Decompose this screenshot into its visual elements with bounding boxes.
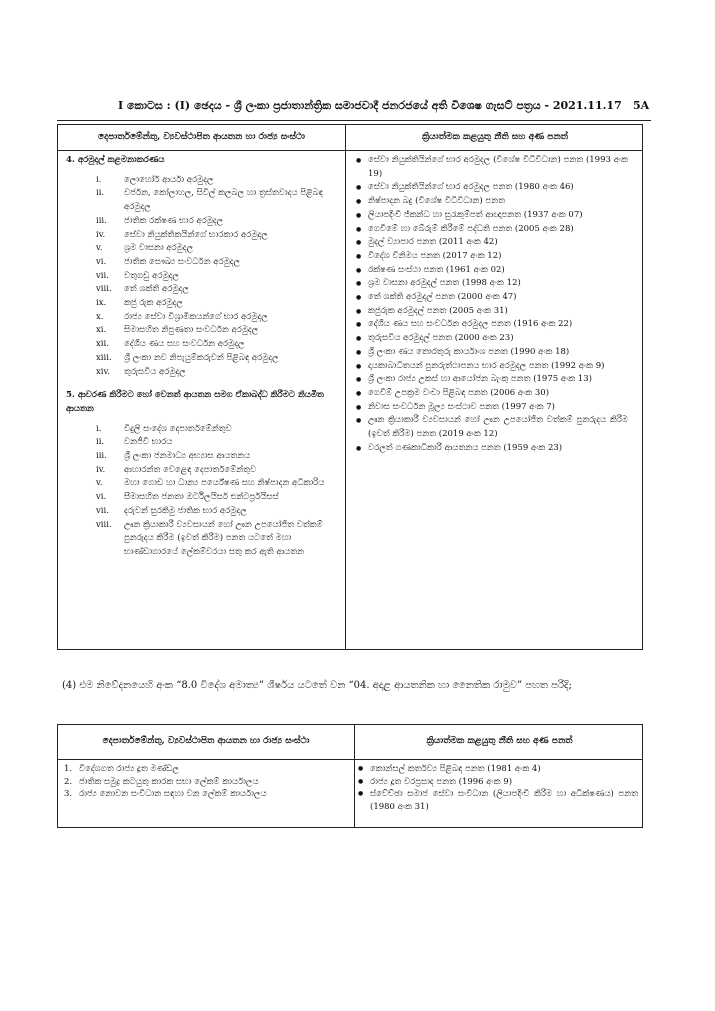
list-item [96, 229, 336, 243]
list-item [96, 423, 336, 437]
bullet-icon: ● [356, 266, 362, 274]
bullet-icon: ● [356, 280, 362, 288]
bullet-icon: ● [356, 321, 362, 329]
item-number: viii. [96, 519, 112, 530]
list-item [96, 324, 336, 338]
item-number: viii. [96, 284, 112, 295]
list-item [96, 338, 336, 352]
bullet-icon: ● [356, 362, 362, 370]
bullet-icon: ● [356, 335, 362, 343]
item-text: මහා ගොඩ හා ධාන්‍ය පර්යේෂණ සහ නිෂ්පාදන අධිකාරිය [124, 478, 325, 489]
law-text: කොන්සල් කර්තව්‍ය පිළිබඳ පනත (1981 අංක 4) [370, 764, 541, 774]
law-item [356, 181, 628, 195]
law-item [356, 346, 628, 360]
list-item [64, 763, 346, 776]
list-item [96, 352, 336, 366]
list-item [96, 270, 336, 284]
header-divider [58, 150, 642, 151]
column-divider [345, 125, 346, 649]
institutions-table-2 [57, 724, 643, 828]
item-text: ලොහෝර් ආර්යා අරමුදල [124, 174, 214, 185]
bullet-icon: ● [356, 417, 362, 425]
item-text: විදේශගත රාජ්‍ය දූත මණ්ඩල [79, 764, 179, 774]
law-item [356, 277, 628, 291]
law-text: ශ්‍රම වාසනා අරමුදල් පනත (1998 අංක 12) [368, 278, 521, 289]
item-number: iii. [96, 451, 107, 462]
item-number: 3. [64, 789, 73, 799]
list-item [96, 491, 336, 505]
law-text: තුරුසවිය අරමුදල් පනත (2000 අංක 23) [368, 333, 514, 344]
bullet-icon: ● [356, 348, 362, 356]
item-text: ශ්‍රී ලංකා ජනමාධ්‍ය අභ්‍යාස ආයතනය [124, 451, 251, 462]
law-item [356, 209, 628, 223]
list-item [96, 174, 336, 188]
item-number: xiii. [96, 352, 112, 363]
law-text: ශ්‍රී ලංකා රාජ්‍ය උකස් හා ආයෝජන බැංකු පනත (1975 අංක 13) [368, 374, 592, 385]
law-item [356, 442, 628, 456]
list-item [96, 505, 336, 519]
law-text: තේ ශක්ති අරමුදල් පනත (2000 අංක 47) [368, 292, 517, 303]
laws-column [356, 154, 628, 455]
item-text: ආහාරන්ත වෙළෙඳ දෙපාර්තමේන්තුව [124, 464, 257, 475]
header-divider [58, 759, 642, 760]
law-text: රාජ්‍ය දූත වරප්‍රසාද පනත (1996 අංක 9) [370, 776, 513, 787]
section-5-list [66, 423, 336, 560]
law-item [356, 360, 628, 374]
law-text: නිෂ්පාදන බදු (විශේෂ විධිවිධාන) පනත [368, 196, 505, 207]
item-number: vii. [96, 270, 109, 281]
law-item [356, 195, 628, 209]
bullet-icon: ● [356, 252, 362, 260]
law-item [358, 776, 638, 789]
item-text: ශ්‍රී ලංකා නව නිපැයුම්කරුවන් පිළිබඳ අරමුදල [124, 352, 279, 363]
law-text: ලියාපදිංචි ජ්කන්ධ හා සුරැකුම්පත් ආඥාපනත (1937 අංක 07) [368, 209, 583, 220]
section-5-title: 5. ආවරණ කිරීමට හෝ වෙනත් ආයතන සමග ඒකාබද්ධ කිරීමට නියමිත ආයතන [66, 390, 324, 414]
section-4-title: 4. අරමුදල් කළමනාකරණය [66, 155, 165, 165]
item-number: v. [96, 478, 103, 489]
bullet-icon: ● [356, 184, 362, 192]
law-text: විදේශ විනිමය පනත (2017 අංක 12) [368, 250, 502, 261]
item-number: iv. [96, 229, 106, 240]
law-item [356, 250, 628, 264]
item-number: iv. [96, 464, 106, 475]
bullet-icon: ● [358, 777, 364, 785]
gazette-header-title: I කොටස : (I) ඡෙදය - ශ්‍රී ලංකා ප්‍රජාතාන්ත්‍රික සමාජවාදී ජනරජයේ අති විශෙෂ ගැසට් පත්‍රය - 2021.11.17 [118, 99, 622, 112]
item-number: xi. [96, 325, 107, 336]
item-number: iii. [96, 215, 107, 226]
list-item [96, 477, 336, 491]
item-text: ජාතික සමුද්‍ර කටයුතු කාරක සභා ලේකම් කාර්යාලය [79, 776, 259, 787]
institutions-table-1 [57, 124, 643, 650]
page-number: 5A [633, 99, 650, 112]
col2-header: ක්‍රියාත්මක කළයුතු නීති සහ අණ පනත් [426, 736, 573, 746]
section-4-list [66, 174, 336, 380]
item-text: විදුලි සංදේශ දෙපාර්තමේන්තුව [124, 423, 232, 434]
item-text: කජු රුක අරමුදල [124, 298, 183, 309]
list-item [96, 519, 336, 560]
item-number: xii. [96, 339, 109, 350]
bullet-icon: ● [356, 444, 362, 452]
item-number: ii. [96, 188, 105, 199]
item-text: රාජ්‍ය සේවා විශ්‍රාමිකයන්ගේ භාර අරමුදල [124, 311, 268, 322]
bullet-icon: ● [356, 376, 362, 384]
law-item [356, 387, 628, 401]
item-number: i. [96, 174, 102, 185]
item-number: 1. [64, 764, 73, 774]
list-item [96, 187, 336, 214]
law-item [356, 373, 628, 387]
col2-header: ක්‍රියාත්මක කළයුතු නීති සහ අණ පනත් [422, 132, 568, 142]
law-text: රක්ෂණ සංස්ථා පනත (1961 අංක 02) [368, 264, 505, 275]
bullet-icon: ● [358, 790, 364, 797]
law-item [356, 305, 628, 319]
item-text: දරුවන් සුරකිමු ජාතික භාර අරමුදල [124, 505, 247, 516]
list-item [96, 464, 336, 478]
law-item [356, 332, 628, 346]
list-item [64, 788, 346, 801]
law-text: සේවා නියුක්තියින්ගේ භාර අරමුදල පනත (1980 අංක 46) [368, 182, 574, 193]
law-text: දායකාබාධිතයන් පුනරුත්ථාපනය භාර අරමුදල පනත (1992 අංක 9) [368, 360, 605, 371]
list-item [96, 283, 336, 297]
list-item [96, 297, 336, 311]
bullet-icon: ● [356, 389, 362, 397]
item-text: දේශීය ණය සහ සංවර්ධන අරමුදල [124, 339, 245, 350]
law-item [356, 154, 628, 181]
law-text: සේවා නියුක්තියින්ගේ භාර අරමුදල (විශේෂ විධිවිධාන) පනත (1993 අංක 19) [368, 155, 628, 179]
item-text: තුරුසවිය අරමුදල [124, 366, 186, 377]
item-text: සිමාසහිත නිපුණතා සංවර්ධන අරමුදල [124, 325, 259, 336]
list-item [96, 366, 336, 380]
notice-paragraph: (4) එම නිවේදනයෙහි අංක “8.0 විදේශ අමාත්‍ය” ශීර්ෂය යටතේ වන “04. අදාළ ආයතනික හා නෛතික රාමුව” පහත පරිදි; [62, 680, 572, 691]
law-item [358, 763, 638, 776]
law-item [356, 401, 628, 415]
law-item [356, 223, 628, 237]
law-text: කජුරුක අරමුදල් පනත (2005 අංක 31) [368, 305, 508, 316]
bullet-icon: ● [356, 225, 362, 233]
law-text: ශ්‍රී ලංකා ණය තොරතුරු කාර්යාංශ පනත (1990 අංක 18) [368, 346, 570, 357]
item-text: වතුගඩු අරමුදල [124, 270, 179, 281]
law-item [356, 318, 628, 332]
bullet-icon: ● [356, 198, 362, 206]
item-number: xiv. [96, 366, 111, 377]
item-number: i. [96, 423, 102, 434]
law-item [356, 414, 628, 441]
item-number: ix. [96, 298, 107, 309]
bullet-icon: ● [356, 157, 362, 164]
item-text: ශ්‍රම වාසනා අරමුදල [124, 243, 194, 254]
law-text: ඌන ක්‍රියාකාරී ව්‍යවසායන් හෝ ඌන උපයෝජිත වත්කම් පුනරුදය කිරීම (ඉවත් කිරීම) පනත (2019 අංක 12) [368, 415, 628, 440]
bullet-icon: ● [356, 211, 362, 219]
item-text: ජාතික සෞඛ්‍ය සංවර්ධන අරමුදල [124, 256, 241, 267]
item-text: රාජ්‍ය නොවන සංවිධාන සඳහා වන ලේකම් කාර්යාලය [79, 789, 267, 799]
item-number: vii. [96, 505, 109, 516]
list-item [96, 450, 336, 464]
law-text: ස්වේච්ඡා සමාජ සේවා සංවිධාන (ලියාපදිංචි කිරීම හා අධීක්ෂණය) පනත (1980 අංක 31) [370, 789, 638, 812]
law-text: ගෙවීමේ හා බේරුම් කිරීමේ පද්ධති පනත (2005 අංක 28) [368, 223, 574, 234]
list-item [96, 215, 336, 229]
law-item [356, 236, 628, 250]
item-text: තේ ශක්ති අරමුදල [124, 284, 189, 295]
law-text: දේශීය ණය සහ සංවර්ධන අරමුදල පනත (1916 අංක 22) [368, 319, 573, 330]
item-text: ඌන ක්‍රියාකාරී ව්‍යවසායන් හෝ ඌන උපයෝජිත වත්කම් පුනරුදය කිරීම (ඉවත් කිරීම) පනත යටතේ මහා භාණ්ඩාගාරයේ ලේකම්වරයා සතු කර ඇති ආයතන [124, 519, 323, 557]
list-item [96, 436, 336, 450]
bullet-icon: ● [356, 294, 362, 302]
item-text: වර්ජන, කෝලාහල, සිවිල් කලබල හා ත්‍රස්තවාදය පිළිබඳ අරමුදල [124, 188, 323, 213]
institutions-column [66, 154, 336, 560]
item-number: v. [96, 243, 103, 254]
law-item [356, 264, 628, 278]
item-number: 2. [64, 776, 73, 787]
list-item [96, 311, 336, 325]
bullet-icon: ● [356, 239, 362, 247]
item-text: සීමාසහිත ජනතා ඔර්ටිලයිසර් එන්ටර්ප්‍රයිසස් [124, 492, 279, 503]
item-number: vi. [96, 256, 107, 267]
bullet-icon: ● [356, 403, 362, 411]
item-text: ජාතික රක්ෂණ භාර අරමුදල [124, 215, 224, 226]
law-item [356, 291, 628, 305]
col1-header: දෙපාර්තමේන්තු, ව්‍යවස්ථාපිත ආයතන හා රාජ්‍ය සංස්ථා [98, 132, 305, 142]
list-item [64, 776, 346, 789]
law-text: මුදල් ව්‍යාපාර පනත (2011 අංක 42) [368, 237, 498, 248]
item-text: වනජීවී භාරය [124, 437, 173, 448]
col1-header: දෙපාර්තමේන්තු, ව්‍යවස්ථාපිත ආයතන හා රාජ්‍ය සංස්ථා [102, 736, 310, 746]
bullet-icon: ● [356, 307, 362, 315]
law-text: ගෙවීම් උපක්‍රම වංචා පිළිබඳ පනත (2006 අංක 30) [368, 387, 550, 398]
law-text: නිවාස සංවර්ධන මූල්‍ය සංස්ථාව පනත (1997 අංක 7) [368, 401, 555, 412]
institutions-column [64, 763, 346, 801]
header-rule [57, 120, 651, 121]
page-header [0, 99, 715, 119]
item-number: ii. [96, 437, 105, 448]
law-text: වරලත් ගණකාධිකාරී ආයතනය පනත (1959 අංක 23) [368, 442, 563, 453]
item-number: x. [96, 311, 104, 322]
laws-column [358, 763, 638, 813]
item-number: vi. [96, 492, 107, 503]
list-item [96, 256, 336, 270]
bullet-icon: ● [358, 765, 364, 772]
law-item [358, 788, 638, 813]
item-text: සේවා නියුක්තිකයින්ගේ භාරකාර අරමුදල [124, 229, 268, 240]
list-item [96, 242, 336, 256]
